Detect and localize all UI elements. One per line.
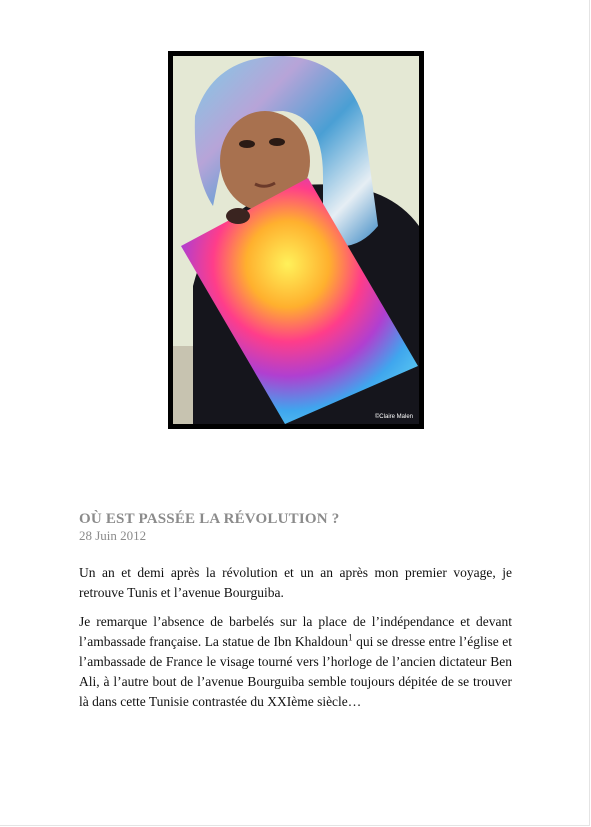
article-date: 28 Juin 2012 xyxy=(79,528,147,543)
paragraph-2 xyxy=(79,612,512,712)
paragraph-2-part-1: Je remarque l’absence de barbelés sur la place de l’indépendance et devant l’ambassade française. La statue de Ibn Khaldoun xyxy=(79,614,512,649)
footnote-ref[interactable]: 1 xyxy=(348,632,353,643)
paragraph-2-part-2: qui se dresse entre l’église et l’ambassade de France le visage tourné vers l’horloge de l’ancien dictateur Ben Ali, à l’autre bout de l’avenue Bourguiba semble toujours dépitée de se trouver là dans cette Tunisie contrastée du XXIème siècle… xyxy=(79,634,512,709)
photo-credit: ©Claire Malen xyxy=(374,414,413,420)
photo-illustration xyxy=(173,56,419,424)
article-photo xyxy=(173,56,419,424)
article-title: OÙ EST PASSÉE LA RÉVOLUTION ? xyxy=(79,511,340,527)
paragraph-1: Un an et demi après la révolution et un an après mon premier voyage, je retrouve Tunis et l’avenue Bourguiba. xyxy=(79,565,512,600)
photo-frame xyxy=(168,51,424,429)
